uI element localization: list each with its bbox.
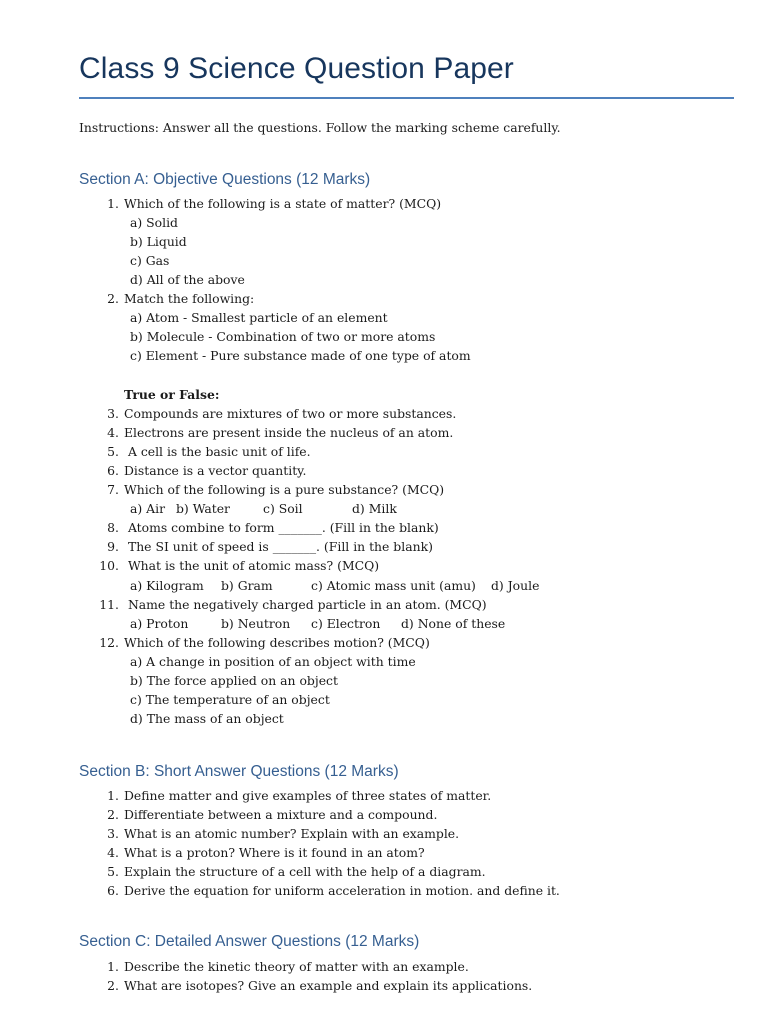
option: c) The temperature of an object (130, 692, 330, 707)
option: a) Solid (130, 215, 178, 230)
question-number: 1. (107, 196, 119, 211)
question-text: What is the unit of atomic mass? (MCQ) (124, 558, 380, 573)
question-number: 2. (107, 807, 119, 822)
option: a) Proton (130, 616, 189, 631)
option: a) A change in position of an object with time (130, 654, 416, 669)
question-number: 12. (99, 635, 119, 650)
option: b) Liquid (130, 234, 187, 249)
option: b) Gram (221, 578, 273, 593)
question-text: Electrons are present inside the nucleus of an atom. (124, 425, 454, 440)
question-number: 2. (107, 291, 119, 306)
option: a) Air (130, 501, 165, 516)
question-number: 5. (107, 444, 119, 459)
option: c) Gas (130, 253, 170, 268)
question-text: Derive the equation for uniform acceleration in motion. and define it. (124, 883, 560, 898)
question-text: What are isotopes? Give an example and explain its applications. (124, 978, 533, 993)
option: c) Soil (263, 501, 303, 516)
option: d) None of these (401, 616, 506, 631)
question-text: A cell is the basic unit of life. (124, 444, 311, 459)
question-text: Describe the kinetic theory of matter with an example. (124, 959, 469, 974)
question-number: 1. (107, 959, 119, 974)
question-number: 2. (107, 978, 119, 993)
question-number: 6. (107, 463, 119, 478)
option: d) Milk (352, 501, 397, 516)
question-number: 4. (107, 845, 119, 860)
question-text: Which of the following is a pure substance? (MCQ) (124, 482, 445, 497)
option: d) Joule (491, 578, 540, 593)
option: b) Neutron (221, 616, 291, 631)
section-a-heading: Section A: Objective Questions (12 Marks) (79, 171, 371, 188)
option: b) The force applied on an object (130, 673, 338, 688)
true-false-label: True or False: (124, 387, 220, 402)
option: d) The mass of an object (130, 711, 284, 726)
section-b-heading: Section B: Short Answer Questions (12 Marks) (79, 763, 399, 780)
question-number: 4. (107, 425, 119, 440)
instructions-text: Instructions: Answer all the questions. Follow the marking scheme carefully. (79, 120, 561, 135)
option: c) Electron (311, 616, 381, 631)
question-text: The SI unit of speed is _______. (Fill in the blank) (124, 539, 433, 554)
question-text: Define matter and give examples of three states of matter. (124, 788, 492, 803)
question-text: What is a proton? Where is it found in an atom? (124, 845, 425, 860)
option: c) Atomic mass unit (amu) (311, 578, 476, 593)
question-text: Which of the following is a state of matter? (MCQ) (124, 196, 442, 211)
question-text: Explain the structure of a cell with the help of a diagram. (124, 864, 486, 879)
question-text: Compounds are mixtures of two or more substances. (124, 406, 457, 421)
option: b) Water (176, 501, 230, 516)
section-c-heading: Section C: Detailed Answer Questions (12 Marks) (79, 933, 420, 950)
page-title: Class 9 Science Question Paper (79, 52, 514, 85)
question-number: 3. (107, 826, 119, 841)
question-text: Differentiate between a mixture and a compound. (124, 807, 438, 822)
option: c) Element - Pure substance made of one type of atom (130, 348, 471, 363)
question-text: What is an atomic number? Explain with an example. (124, 826, 460, 841)
question-number: 5. (107, 864, 119, 879)
question-text: Which of the following describes motion? (MCQ) (124, 635, 430, 650)
question-number: 9. (107, 539, 119, 554)
option: a) Kilogram (130, 578, 204, 593)
question-number: 1. (107, 788, 119, 803)
question-text: Atoms combine to form _______. (Fill in the blank) (124, 520, 439, 535)
question-text: Distance is a vector quantity. (124, 463, 307, 478)
question-number: 10. (99, 558, 119, 573)
option: b) Molecule - Combination of two or more atoms (130, 329, 436, 344)
question-number: 3. (107, 406, 119, 421)
option: a) Atom - Smallest particle of an element (130, 310, 388, 325)
question-text: Name the negatively charged particle in an atom. (MCQ) (124, 597, 487, 612)
question-number: 7. (107, 482, 119, 497)
question-text: Match the following: (124, 291, 255, 306)
question-number: 8. (107, 520, 119, 535)
question-number: 11. (99, 597, 119, 612)
question-number: 6. (107, 883, 119, 898)
title-underline (79, 97, 734, 99)
option: d) All of the above (130, 272, 245, 287)
